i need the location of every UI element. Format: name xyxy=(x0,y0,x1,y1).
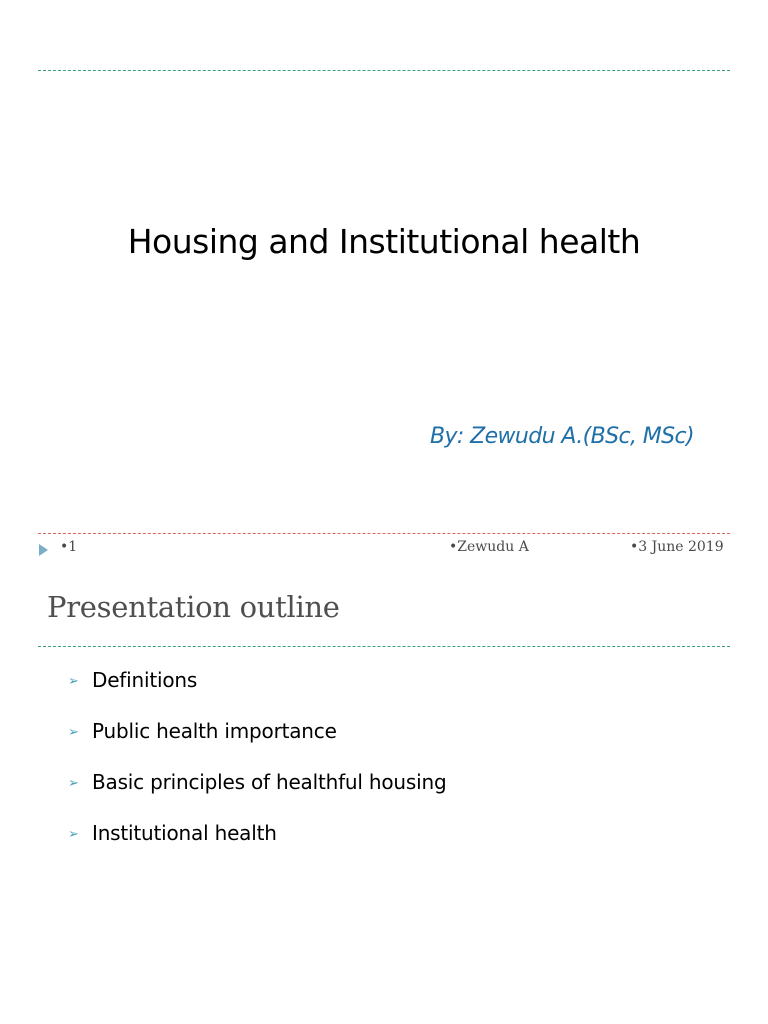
top-divider xyxy=(38,70,730,71)
list-item xyxy=(68,668,446,719)
slide-author: By: Zewudu A.(BSc, MSc) xyxy=(430,424,694,449)
outline-heading: Presentation outline xyxy=(47,590,340,624)
bullet-arrow-icon: ➢ xyxy=(68,827,79,842)
footer-page-number: •1 xyxy=(60,539,78,555)
bullet-arrow-icon: ➢ xyxy=(68,725,79,740)
list-item-text: Basic principles of healthful housing xyxy=(92,770,447,794)
list-item xyxy=(68,821,446,872)
outline-divider xyxy=(38,646,730,647)
play-arrow-icon[interactable] xyxy=(39,544,48,556)
slide-footer xyxy=(0,538,768,560)
list-item-text: Public health importance xyxy=(92,719,337,743)
bullet-arrow-icon: ➢ xyxy=(68,674,79,689)
list-item-text: Institutional health xyxy=(92,821,277,845)
list-item xyxy=(68,719,446,770)
list-item-text: Definitions xyxy=(92,668,198,692)
footer-author: •Zewudu A xyxy=(449,539,529,555)
footer-date: •3 June 2019 xyxy=(630,539,724,555)
slide-separator xyxy=(38,533,730,534)
list-item xyxy=(68,770,446,821)
slide-title: Housing and Institutional health xyxy=(127,222,641,261)
outline-list xyxy=(68,668,446,872)
bullet-arrow-icon: ➢ xyxy=(68,776,79,791)
